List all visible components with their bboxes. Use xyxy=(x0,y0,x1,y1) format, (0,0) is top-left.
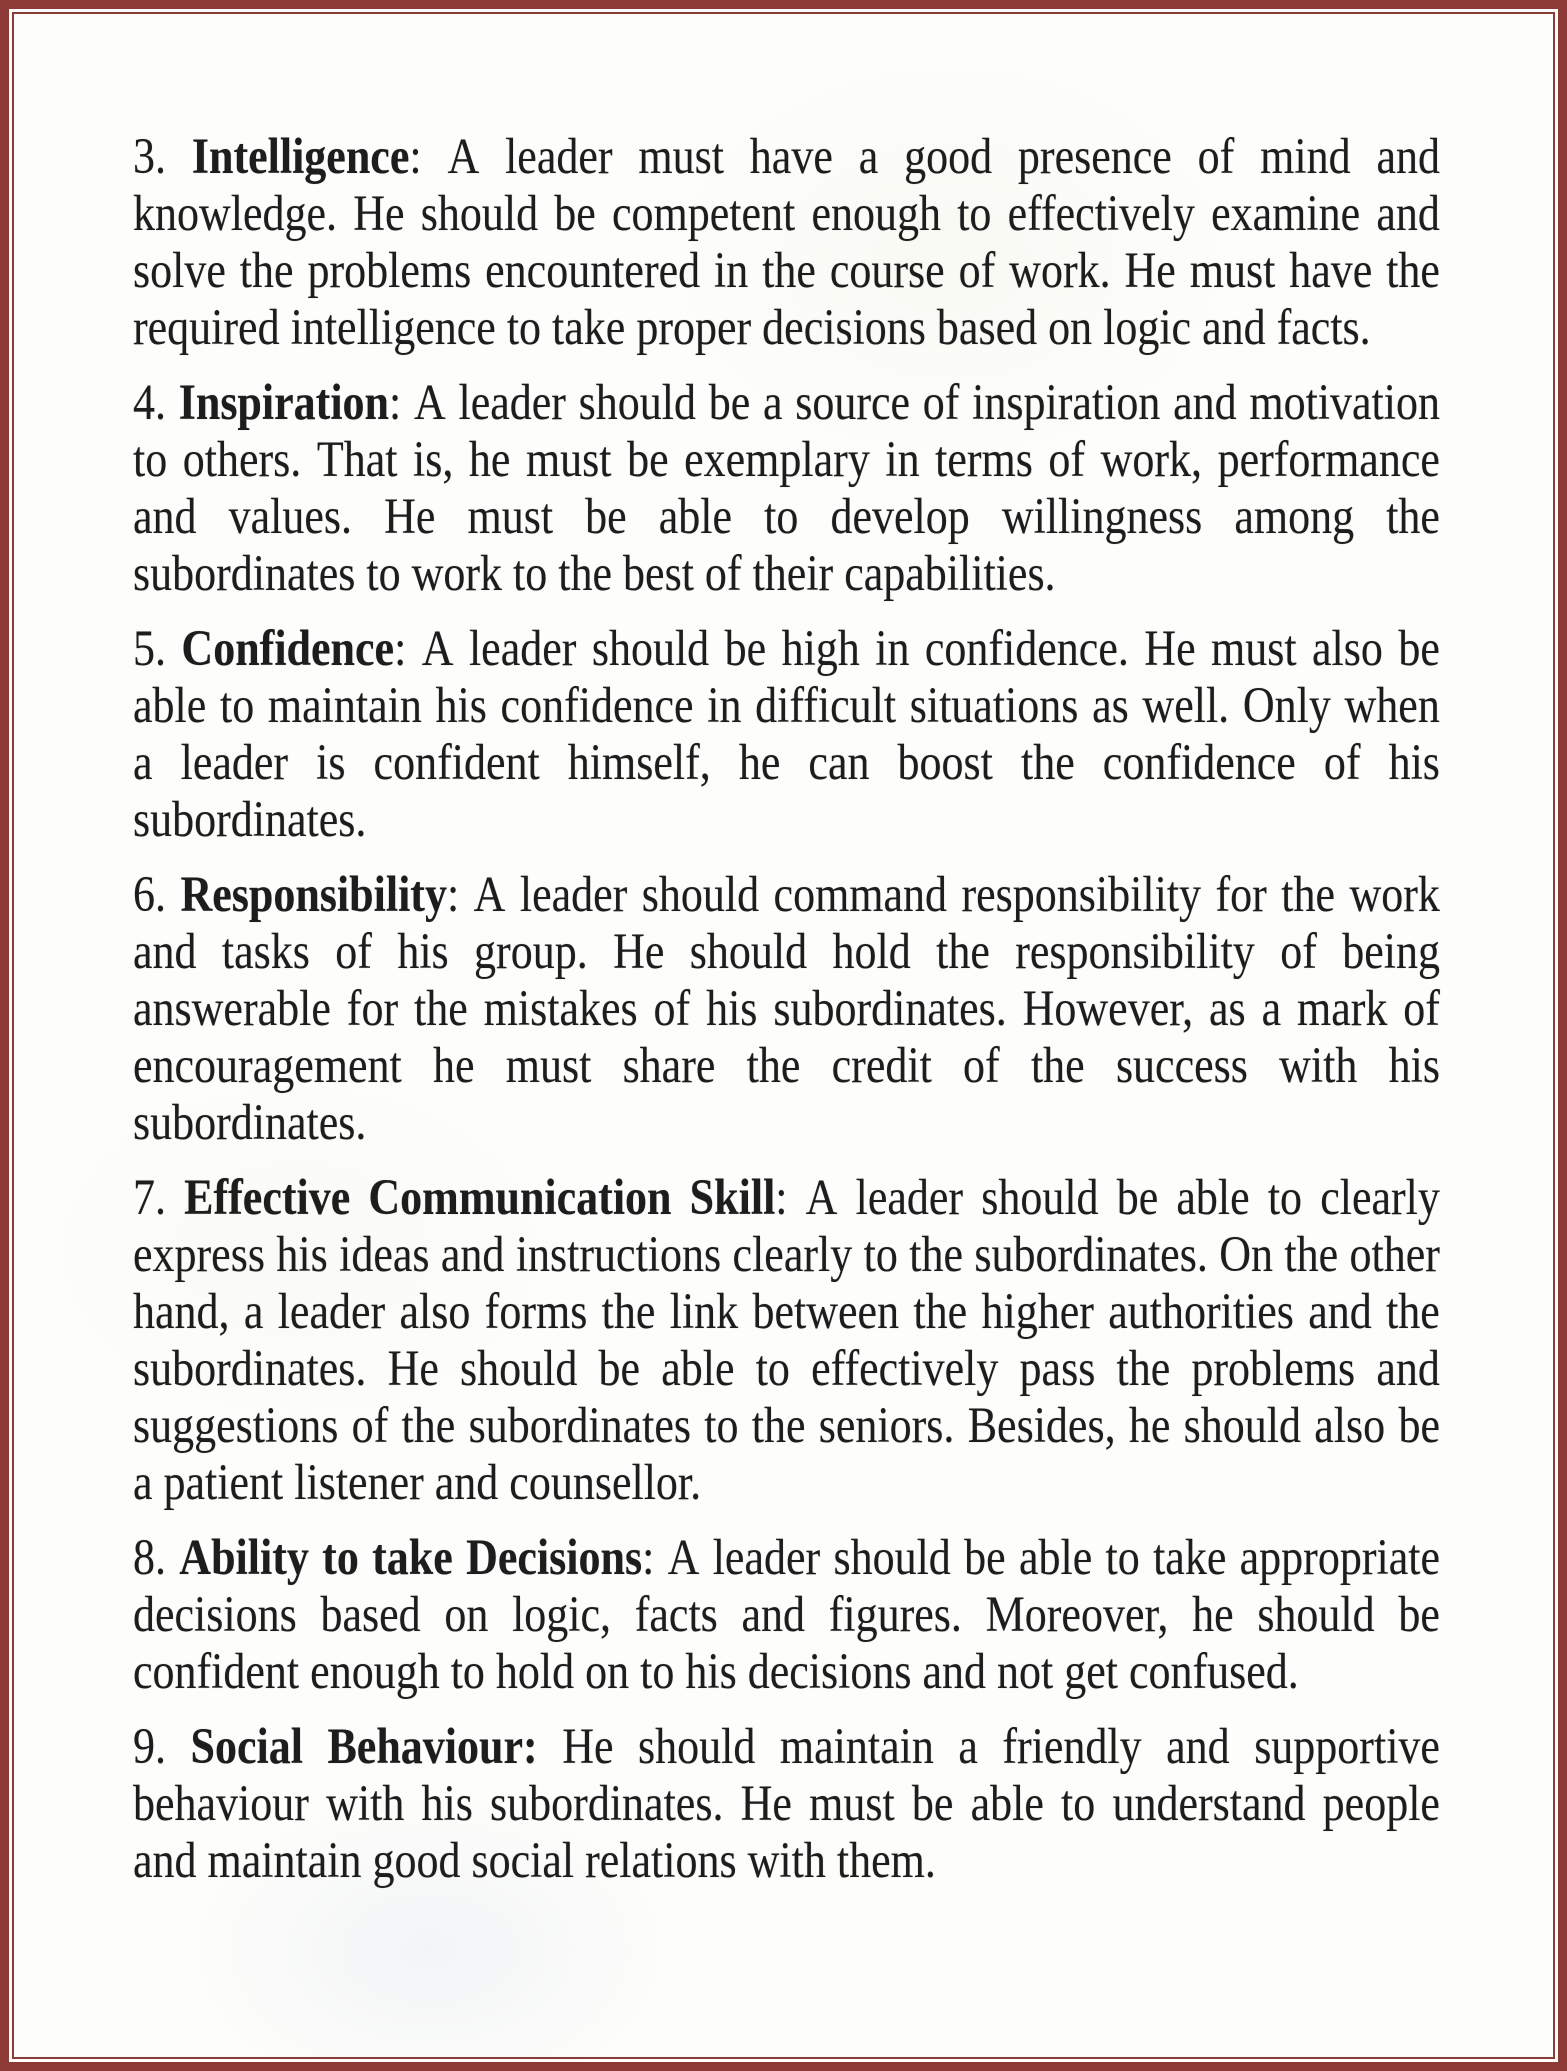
text-line: 9. Social Behaviour: He should maintain a friendly and supportive xyxy=(133,1718,1440,1775)
text-line: subordinates to work to the best of their capabilities. xyxy=(133,545,1056,602)
text-line: subordinates. xyxy=(133,791,367,848)
text-line: solve the problems encountered in the course of work. He must have the xyxy=(133,242,1440,299)
text-line: and tasks of his group. He should hold the responsibility of being xyxy=(133,923,1440,980)
text-line: a leader is confident himself, he can boost the confidence of his xyxy=(133,734,1440,791)
text-line: 8. Ability to take Decisions: A leader should be able to take appropriate xyxy=(133,1529,1440,1586)
paragraph-5 xyxy=(133,620,1440,848)
text-line: and values. He must be able to develop willingness among the xyxy=(133,488,1440,545)
text-line: to others. That is, he must be exemplary in terms of work, performance xyxy=(133,431,1440,488)
paragraph-8 xyxy=(133,1529,1440,1700)
text-line: 5. Confidence: A leader should be high in confidence. He must also be xyxy=(133,620,1440,677)
text-line: suggestions of the subordinates to the seniors. Besides, he should also be xyxy=(133,1397,1440,1454)
paragraph-4 xyxy=(133,374,1440,602)
text-line: required intelligence to take proper decisions based on logic and facts. xyxy=(133,299,1371,356)
text-line: 6. Responsibility: A leader should command responsibility for the work xyxy=(133,866,1440,923)
text-line: confident enough to hold on to his decisions and not get confused. xyxy=(133,1643,1299,1700)
text-line: a patient listener and counsellor. xyxy=(133,1454,702,1511)
paragraph-9 xyxy=(133,1718,1440,1889)
text-line: 7. Effective Communication Skill: A leader should be able to clearly xyxy=(133,1169,1440,1226)
text-line: knowledge. He should be competent enough to effectively examine and xyxy=(133,185,1440,242)
text-line: 4. Inspiration: A leader should be a source of inspiration and motivation xyxy=(133,374,1440,431)
paragraph-3 xyxy=(133,128,1440,356)
text-line: able to maintain his confidence in difficult situations as well. Only when xyxy=(133,677,1440,734)
text-line: behaviour with his subordinates. He must be able to understand people xyxy=(133,1775,1440,1832)
text-line: encouragement he must share the credit of the success with his xyxy=(133,1037,1440,1094)
text-line: hand, a leader also forms the link between the higher authorities and the xyxy=(133,1283,1440,1340)
text-line: subordinates. xyxy=(133,1094,367,1151)
text-line: answerable for the mistakes of his subordinates. However, as a mark of xyxy=(133,980,1440,1037)
text-line: decisions based on logic, facts and figures. Moreover, he should be xyxy=(133,1586,1440,1643)
text-line: express his ideas and instructions clearly to the subordinates. On the other xyxy=(133,1226,1440,1283)
text-line: and maintain good social relations with them. xyxy=(133,1832,936,1889)
paragraph-6 xyxy=(133,866,1440,1151)
text-line: 3. Intelligence: A leader must have a good presence of mind and xyxy=(133,128,1440,185)
text-content xyxy=(15,15,1552,2056)
text-line: subordinates. He should be able to effectively pass the problems and xyxy=(133,1340,1440,1397)
paragraph-7 xyxy=(133,1169,1440,1511)
